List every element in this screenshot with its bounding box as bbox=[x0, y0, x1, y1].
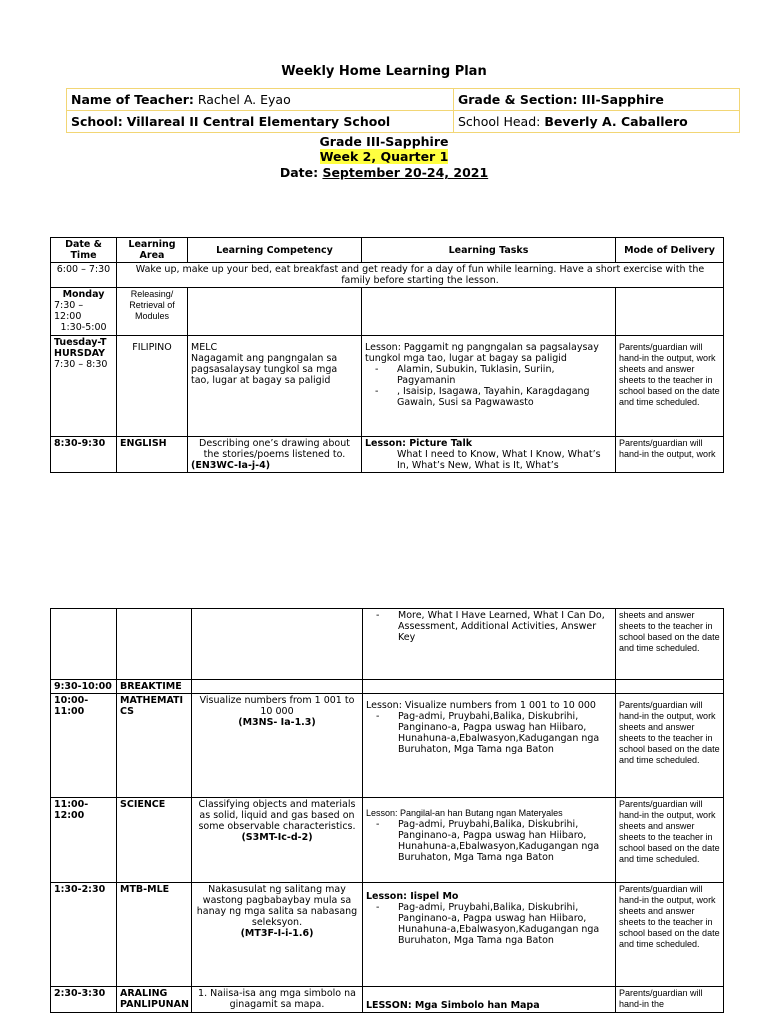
break-area: BREAKTIME bbox=[117, 680, 192, 694]
list-item: - More, What I Have Learned, What I Can Do, Assessment, Additional Activities, Answer Key bbox=[398, 610, 612, 643]
english-comp-text: Describing one’s drawing about the stories/poems listened to. bbox=[199, 438, 350, 460]
science-tasks bbox=[363, 798, 616, 883]
list-item: - Pag-admi, Pruybahi,Balika, Diskubrihi, Panginano-a, Pagpa uswag han Hiibaro, Hunahuna-a,Ebalwasyon,Kadugangan nga Buruhaton, Mga Tama nga Baton bbox=[398, 711, 612, 755]
science-time: 11:00-12:00 bbox=[51, 798, 117, 883]
filipino-area: FILIPINO bbox=[117, 336, 188, 437]
ap-lesson: LESSON: Mga Simbolo han Mapa bbox=[363, 987, 616, 1013]
date-value: September 20-24, 2021 bbox=[322, 165, 489, 180]
english-lesson: Lesson: Picture Talk bbox=[365, 438, 473, 449]
filipino-tasks bbox=[362, 336, 616, 437]
header-learning-competency: Learning Competency bbox=[188, 238, 362, 263]
filipino-day-cell bbox=[51, 336, 117, 437]
header-learning-area: Learning Area bbox=[117, 238, 188, 263]
monday-time1: 7:30 – 12:00 bbox=[54, 300, 84, 322]
filipino-time: 7:30 – 8:30 bbox=[54, 359, 108, 370]
english-comp-code: (EN3WC-Ia-j-4) bbox=[191, 460, 271, 471]
table-row bbox=[51, 680, 724, 694]
list-item: - , Isaisip, Isagawa, Tayahin, Karagdagang Gawain, Susi sa Pagwawasto bbox=[397, 386, 612, 408]
school-name: Villareal II Central Elementary School bbox=[126, 114, 391, 129]
grade-value: III-Sapphire bbox=[581, 92, 664, 107]
head-cell bbox=[454, 111, 740, 133]
science-mode: Parents/guardian will hand-in the output, work sheets and answer sheets to the teacher in school based on the date and time scheduled. bbox=[616, 798, 724, 883]
wake-time: 6:00 – 7:30 bbox=[51, 263, 117, 288]
document-title: Weekly Home Learning Plan bbox=[281, 64, 487, 79]
teacher-cell bbox=[67, 89, 454, 111]
math-tasks bbox=[363, 694, 616, 798]
mtb-mode: Parents/guardian will hand-in the output, work sheets and answer sheets to the teacher in school based on the date and time scheduled. bbox=[616, 883, 724, 987]
science-comp-text: Classifying objects and materials as solid, liquid and gas based on some observable characteristics. bbox=[198, 799, 356, 832]
math-area: MATHEMATICS bbox=[117, 694, 192, 798]
english-competency bbox=[188, 437, 362, 473]
wake-text: Wake up, make up your bed, eat breakfast and get ready for a day of fun while learning. Have a short exercise with the family before starting the lesson. bbox=[117, 263, 724, 288]
math-comp-code: (M3NS- Ia-1.3) bbox=[238, 717, 316, 728]
english-area: ENGLISH bbox=[117, 437, 188, 473]
ap-competency: 1. Naiisa-isa ang mga simbolo na ginagamit sa mapa. bbox=[192, 987, 363, 1013]
filipino-competency bbox=[188, 336, 362, 437]
math-competency bbox=[192, 694, 363, 798]
math-time: 10:00-11:00 bbox=[51, 694, 117, 798]
date-label: Date: bbox=[279, 165, 319, 180]
table-row bbox=[51, 263, 724, 288]
table-row bbox=[51, 336, 724, 437]
table-row bbox=[51, 883, 724, 987]
english-mode: Parents/guardian will hand-in the output, work bbox=[616, 437, 724, 473]
science-area: SCIENCE bbox=[117, 798, 192, 883]
table-row bbox=[51, 437, 724, 473]
english-tasks bbox=[362, 437, 616, 473]
break-time: 9:30-10:00 bbox=[51, 680, 117, 694]
mtb-comp-text: Nakasusulat ng salitang may wastong pagbabaybay mula sa hanay ng mga salita sa nabasang seleksyon. bbox=[196, 884, 358, 928]
ap-time: 2:30-3:30 bbox=[51, 987, 117, 1013]
science-comp-code: (S3MT-Ic-d-2) bbox=[241, 832, 313, 843]
grade-line: Grade III-Sapphire bbox=[319, 134, 449, 149]
table-row bbox=[51, 987, 724, 1013]
plan-table-page2 bbox=[50, 608, 724, 1013]
math-mode: Parents/guardian will hand-in the output, work sheets and answer sheets to the teacher in school based on the date and time scheduled. bbox=[616, 694, 724, 798]
science-lesson: Lesson: Pangilal-an han Butang ngan Materyales bbox=[366, 808, 563, 818]
header-mode-of-delivery: Mode of Delivery bbox=[616, 238, 724, 263]
monday-area: Releasing/ Retrieval of Modules bbox=[117, 288, 188, 336]
filipino-mode: Parents/guardian will hand-in the output, work sheets and answer sheets to the teacher in school based on the date and time scheduled. bbox=[616, 336, 724, 437]
math-lesson: Lesson: Visualize numbers from 1 001 to 10 000 bbox=[366, 700, 596, 711]
school-label: School: bbox=[71, 114, 123, 129]
header-date-time: Date & Time bbox=[51, 238, 117, 263]
ap-mode: Parents/guardian will hand-in the bbox=[616, 987, 724, 1013]
grade-cell bbox=[454, 89, 740, 111]
teacher-name: Rachel A. Eyao bbox=[197, 92, 291, 107]
monday-day: Monday bbox=[62, 289, 105, 300]
filipino-comp-head: MELC bbox=[191, 342, 218, 353]
mtb-lesson: Lesson: Iispel Mo bbox=[366, 891, 459, 902]
english-time: 8:30-9:30 bbox=[51, 437, 117, 473]
table-row bbox=[51, 798, 724, 883]
table-row bbox=[51, 694, 724, 798]
list-item: - Pag-admi, Pruybahi,Balika, Diskubrihi, Panginano-a, Pagpa uswag han Hiibaro, Hunahuna-a,Ebalwasyon,Kadugangan nga Buruhaton, Mga Tama nga Baton bbox=[398, 902, 612, 946]
mtb-competency bbox=[192, 883, 363, 987]
date-line bbox=[0, 165, 768, 180]
filipino-lesson: Lesson: Paggamit ng pangngalan sa pagsalaysay tungkol mga tao, lugar at bagay sa paligid bbox=[365, 342, 599, 364]
english-tasks-cont bbox=[363, 609, 616, 680]
mtb-comp-code: (MT3F-I-i-1.6) bbox=[240, 928, 314, 939]
header-learning-tasks: Learning Tasks bbox=[362, 238, 616, 263]
school-cell bbox=[67, 111, 454, 133]
head-label: School Head: bbox=[458, 114, 541, 129]
filipino-comp-text: Nagagamit ang pangngalan sa pagsasalaysay tungkol sa mga tao, lugar at bagay sa paligid bbox=[191, 353, 338, 386]
table-row bbox=[51, 288, 724, 336]
list-item: - Alamin, Subukin, Tuklasin, Suriin, Pagyamanin bbox=[397, 364, 612, 386]
week-line: Week 2, Quarter 1 bbox=[319, 149, 449, 164]
monday-time2: 1:30-5:00 bbox=[60, 322, 107, 333]
math-comp-text: Visualize numbers from 1 001 to 10 000 bbox=[199, 695, 355, 717]
header-info-table bbox=[66, 88, 740, 133]
head-name: Beverly A. Caballero bbox=[544, 114, 688, 129]
science-competency bbox=[192, 798, 363, 883]
mtb-area: MTB-MLE bbox=[117, 883, 192, 987]
grade-label: Grade & Section: bbox=[458, 92, 578, 107]
filipino-day: Tuesday-THURSDAY bbox=[54, 337, 107, 359]
mtb-tasks bbox=[363, 883, 616, 987]
monday-cell bbox=[51, 288, 117, 336]
ap-area: ARALING PANLIPUNAN bbox=[117, 987, 192, 1013]
teacher-label: Name of Teacher: bbox=[71, 92, 194, 107]
english-mode-cont: sheets and answer sheets to the teacher in school based on the date and time scheduled. bbox=[616, 609, 724, 680]
table-row bbox=[51, 609, 724, 680]
plan-table-page1 bbox=[50, 237, 724, 473]
list-item: - What I need to Know, What I Know, What’s In, What’s New, What is It, What’s bbox=[397, 449, 612, 471]
mtb-time: 1:30-2:30 bbox=[51, 883, 117, 987]
list-item: - Pag-admi, Pruybahi,Balika, Diskubrihi, Panginano-a, Pagpa uswag han Hiibaro, Hunahuna-a,Ebalwasyon,Kadugangan nga Buruhaton, Mga Tama nga Baton bbox=[398, 819, 612, 863]
